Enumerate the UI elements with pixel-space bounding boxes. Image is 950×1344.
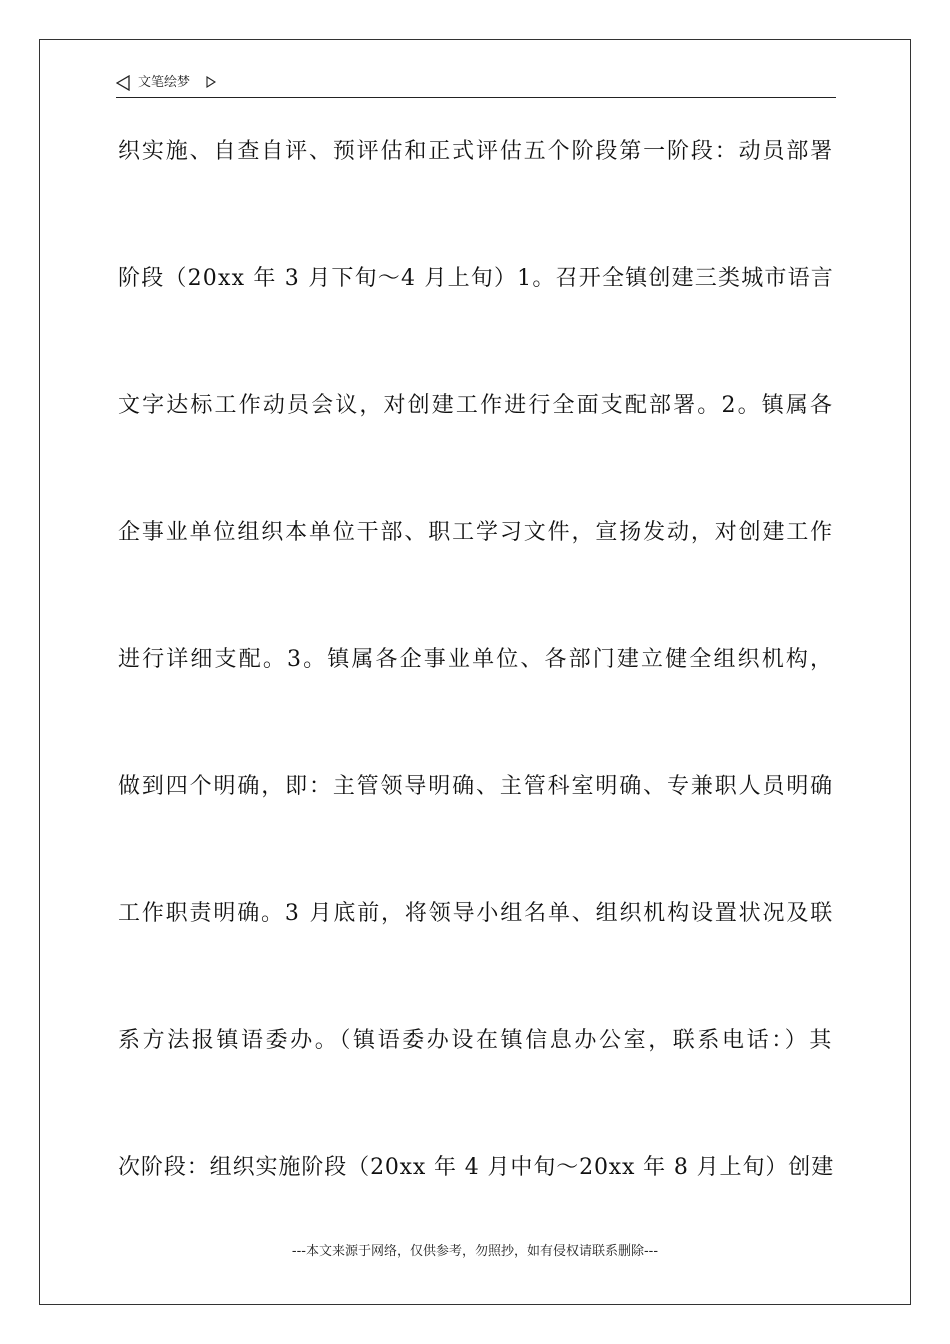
text-line: 次阶段：组织实施阶段（20xx 年 4 月中旬～20xx 年 8 月上旬）创建	[118, 1155, 834, 1180]
document-body	[118, 130, 834, 1273]
text-line: 织实施、自查自评、预评估和正式评估五个阶段第一阶段：动员部署	[118, 139, 834, 164]
text-line: 系方法报镇语委办。（镇语委办设在镇信息办公室，联系电话：）其	[118, 1028, 835, 1053]
page-header	[116, 72, 836, 98]
text-line: 阶段（20xx 年 3 月下旬～4 月上旬）1。召开全镇创建三类城市语言	[118, 266, 834, 291]
triangle-left-outline-icon	[116, 75, 130, 91]
text-line: 进行详细支配。3。镇属各企事业单位、各部门建立健全组织机构，	[118, 647, 834, 672]
header-title: 文笔绘梦	[138, 75, 191, 90]
text-line: 做到四个明确，即：主管领导明确、主管科室明确、专兼职人员明确	[118, 774, 834, 799]
text-line: 工作职责明确。3 月底前，将领导小组名单、组织机构设置状况及联	[118, 901, 834, 926]
triangle-right-outline-icon	[206, 76, 216, 88]
text-line: 文字达标工作动员会议，对创建工作进行全面支配部署。2。镇属各	[118, 393, 834, 418]
text-line: 企事业单位组织本单位干部、职工学习文件，宣扬发动，对创建工作	[118, 520, 834, 545]
page-footer: ---本文来源于网络，仅供参考，勿照抄，如有侵权请联系删除---	[291, 1244, 659, 1259]
